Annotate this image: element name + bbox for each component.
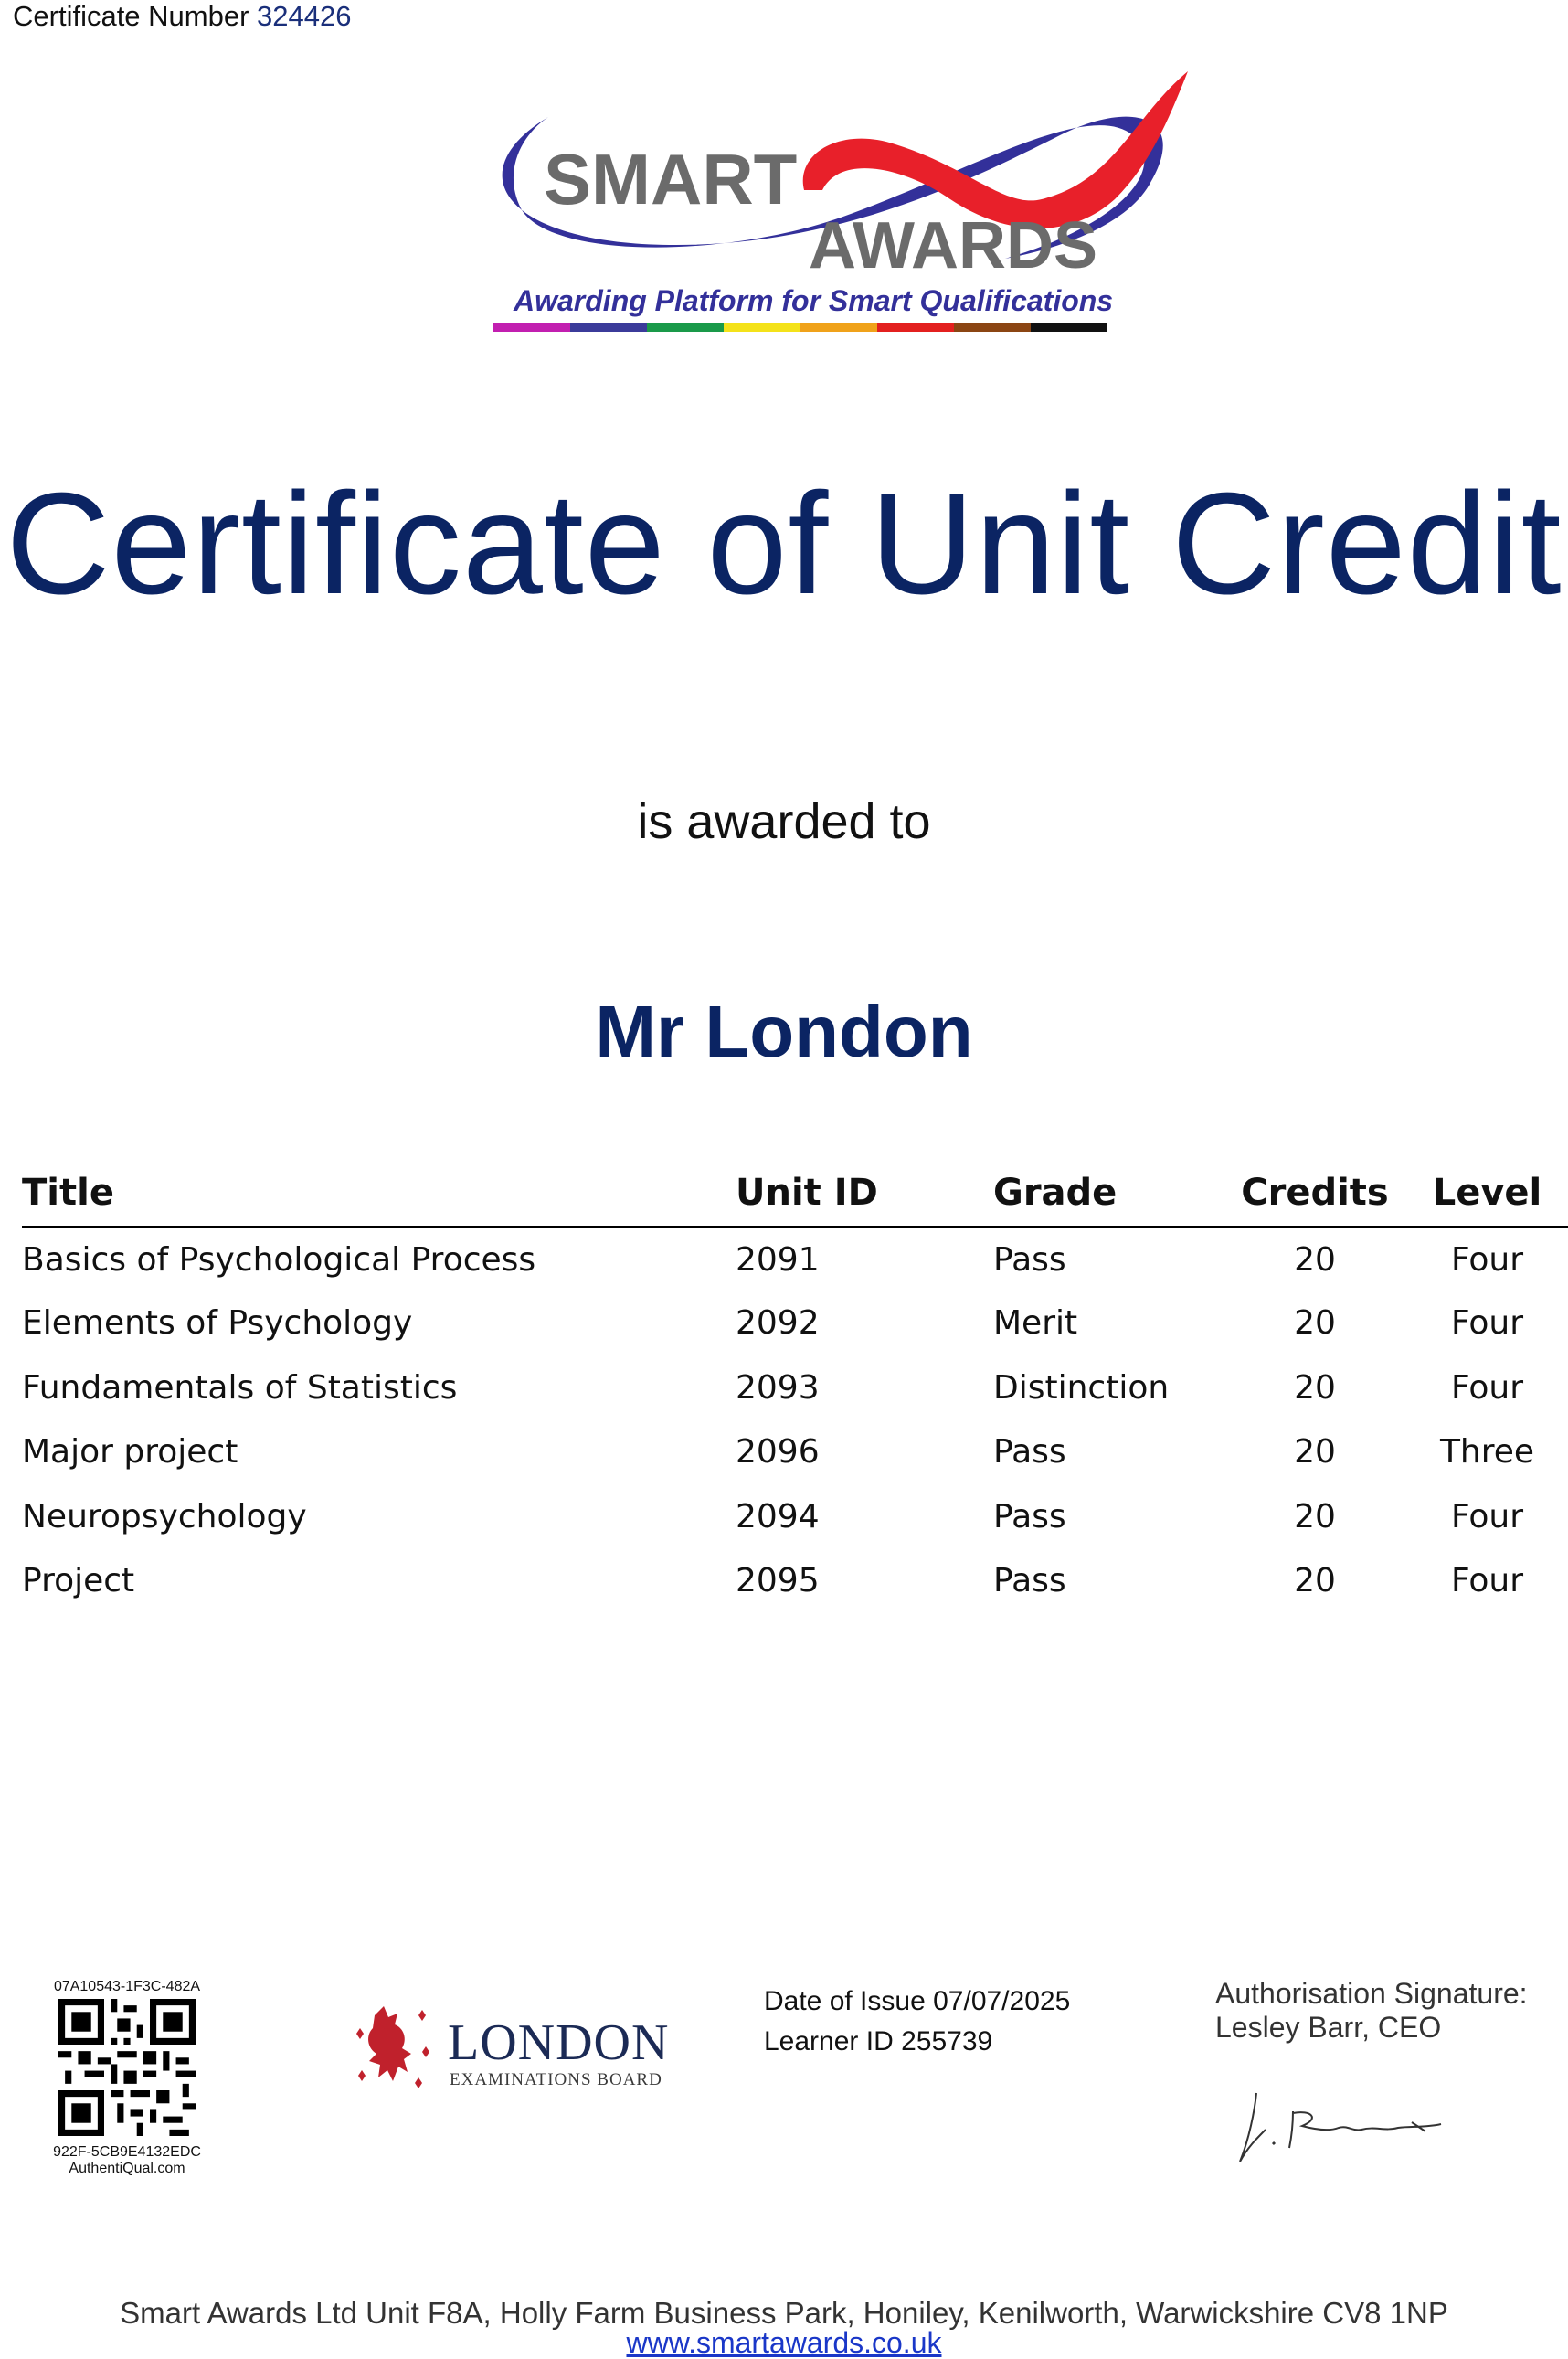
date-of-issue [764, 1982, 1070, 2022]
certificate-number [13, 0, 352, 33]
unit-level: Four [1450, 1368, 1524, 1407]
table-row [22, 1227, 1568, 1291]
unit-credits: 20 [1294, 1368, 1336, 1407]
unit-grade: Distinction [993, 1368, 1170, 1407]
unit-level: Three [1439, 1433, 1535, 1472]
qr-code-bottom-text: 922F-5CB9E4132EDC [53, 2144, 201, 2160]
unit-grade: Pass [993, 1433, 1066, 1472]
unit-id: 2093 [736, 1368, 820, 1407]
unit-id: 2091 [736, 1240, 820, 1279]
unit-id: 2095 [736, 1562, 820, 1600]
board-subtitle: EXAMINATIONS BOARD [450, 2070, 662, 2089]
table-row [22, 1355, 1568, 1420]
authentiqual-qr-block [40, 1979, 214, 2177]
unit-grade: Merit [993, 1304, 1078, 1343]
authorisation-block [1215, 1977, 1528, 2045]
unit-id: 2092 [736, 1304, 820, 1343]
logo-tagline: Awarding Platform for Smart Qualifications [514, 284, 1114, 317]
authentiqual-site: AuthentiQual.com [69, 2161, 185, 2176]
unit-title: Fundamentals of Statistics [22, 1368, 458, 1407]
unit-id: 2096 [736, 1433, 820, 1472]
signatory-name: Lesley Barr, CEO [1215, 2011, 1442, 2044]
unit-level: Four [1450, 1497, 1524, 1535]
smart-awards-logo [493, 62, 1197, 345]
lion-crest-icon [347, 1997, 439, 2107]
date-of-issue-label: Date of Issue [764, 1986, 926, 2016]
logo-word-smart: SMART [544, 139, 798, 219]
table-row [22, 1420, 1568, 1485]
unit-grade: Pass [993, 1240, 1066, 1279]
awarded-to-text: is awarded to [637, 794, 931, 849]
header-unit-id: Unit ID [736, 1161, 993, 1227]
unit-title: Elements of Psychology [22, 1304, 413, 1343]
table-header-row [22, 1161, 1568, 1227]
certificate-number-label: Certificate Number [13, 0, 249, 32]
board-name: LONDON [448, 2014, 670, 2071]
header-title: Title [22, 1161, 736, 1227]
header-grade: Grade [993, 1161, 1224, 1227]
qr-code-top-text: 07A10543-1F3C-482A [53, 1979, 201, 1994]
learner-id-label: Learner ID [764, 2026, 894, 2056]
unit-level: Four [1450, 1240, 1524, 1279]
certificate-number-value: 324426 [257, 0, 352, 32]
units-table [22, 1161, 1568, 1613]
unit-credits: 20 [1294, 1562, 1336, 1600]
learner-id-value: 255739 [901, 2026, 993, 2056]
unit-level: Four [1450, 1562, 1524, 1600]
unit-id: 2094 [736, 1497, 820, 1535]
table-row [22, 1549, 1568, 1614]
recipient-name: Mr London [595, 991, 973, 1072]
handwritten-signature [1229, 2075, 1448, 2166]
table-row [22, 1484, 1568, 1549]
issue-details [764, 1982, 1070, 2062]
logo-word-awards: AWARDS [809, 209, 1098, 282]
authorisation-label: Authorisation Signature: [1215, 1977, 1528, 2010]
unit-title: Major project [22, 1433, 238, 1472]
website-link[interactable]: www.smartawards.co.uk [626, 2326, 942, 2359]
qr-code-icon[interactable] [58, 1999, 196, 2136]
unit-title: Project [22, 1562, 135, 1600]
unit-credits: 20 [1294, 1240, 1336, 1279]
learner-id [764, 2022, 1070, 2062]
unit-credits: 20 [1294, 1433, 1336, 1472]
table-row [22, 1291, 1568, 1356]
unit-title: Neuropsychology [22, 1497, 307, 1535]
certificate-title: Certificate of Unit Credit [5, 463, 1563, 624]
unit-title: Basics of Psychological Process [22, 1240, 536, 1279]
header-credits: Credits [1224, 1161, 1406, 1227]
unit-credits: 20 [1294, 1497, 1336, 1535]
date-of-issue-value: 07/07/2025 [933, 1986, 1071, 2016]
unit-credits: 20 [1294, 1304, 1336, 1343]
header-level: Level [1406, 1161, 1568, 1227]
rainbow-stripe [493, 323, 1107, 332]
london-examinations-board-logo [347, 1997, 670, 2107]
unit-level: Four [1450, 1304, 1524, 1343]
footer-address: Smart Awards Ltd Unit F8A, Holly Farm Business Park, Honiley, Kenilworth, Warwickshire CV8 1NP [120, 2296, 1448, 2330]
unit-grade: Pass [993, 1562, 1066, 1600]
unit-grade: Pass [993, 1497, 1066, 1535]
